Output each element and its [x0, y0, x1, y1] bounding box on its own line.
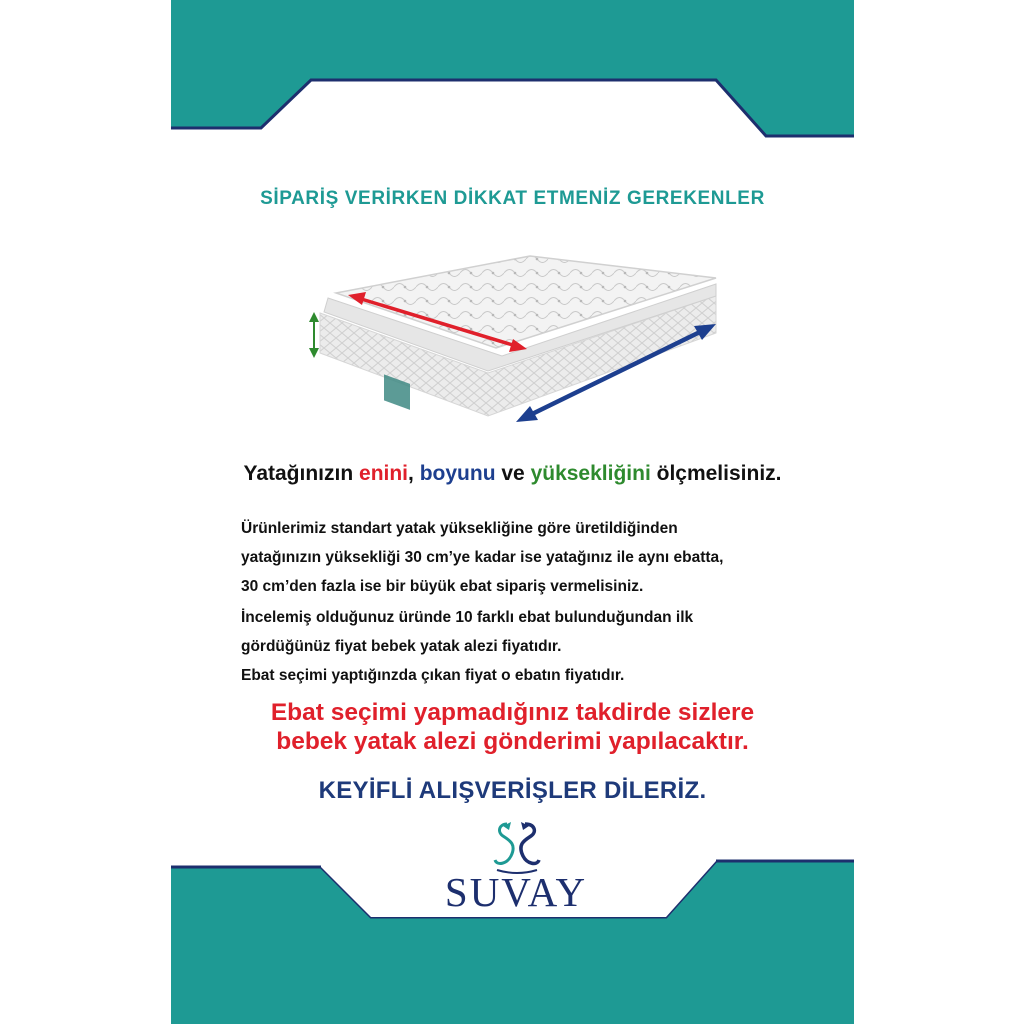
note-line: Ebat seçimi yaptığınzda çıkan fiyat o ebatın fiyatıdır.: [241, 667, 625, 684]
measure-width-word: enini: [359, 462, 409, 485]
closing-message: KEYİFLİ ALIŞVERİŞLER DİLERİZ.: [318, 777, 707, 804]
brand-logo: [421, 818, 611, 918]
measure-sep-1: ,: [408, 462, 420, 485]
page-title: SİPARİŞ VERİRKEN DİKKAT ETMENİZ GEREKENLER: [260, 188, 765, 209]
measure-length-word: boyunu: [419, 462, 496, 485]
measure-height-word: yüksekliğini: [530, 462, 651, 485]
height-arrow: [309, 312, 319, 358]
measure-sep-2: ve: [495, 462, 531, 485]
note-line: gördüğünüz fiyat bebek yatak alezi fiyatıdır.: [241, 638, 562, 655]
brand-wordmark: SUVAY: [444, 869, 588, 915]
mattress-illustration: [306, 238, 726, 438]
note-line: Ürünlerimiz standart yatak yüksekliğine göre üretildiğinden: [241, 520, 678, 537]
note-line: 30 cm’den fazla ise bir büyük ebat sipariş vermelisiniz.: [241, 578, 644, 595]
measure-suffix: ölçmelisiniz.: [650, 462, 782, 485]
flyer-sheet: [171, 0, 854, 1024]
size-warning: [171, 698, 854, 756]
note-line: yatağınızın yüksekliği 30 cm’ye kadar ise yatağınız ile aynı ebatta,: [241, 549, 724, 566]
order-notes: [241, 514, 841, 690]
warning-line: Ebat seçimi yapmadığınız takdirde sizlere: [270, 699, 755, 726]
warning-line: bebek yatak alezi gönderimi yapılacaktır.: [276, 728, 749, 755]
measure-instruction: [171, 462, 854, 486]
note-line: İncelemiş olduğunuz üründe 10 farklı ebat bulunduğundan ilk: [241, 609, 694, 626]
measure-prefix: Yatağınızın: [243, 462, 360, 485]
top-teal-band: [171, 0, 854, 140]
